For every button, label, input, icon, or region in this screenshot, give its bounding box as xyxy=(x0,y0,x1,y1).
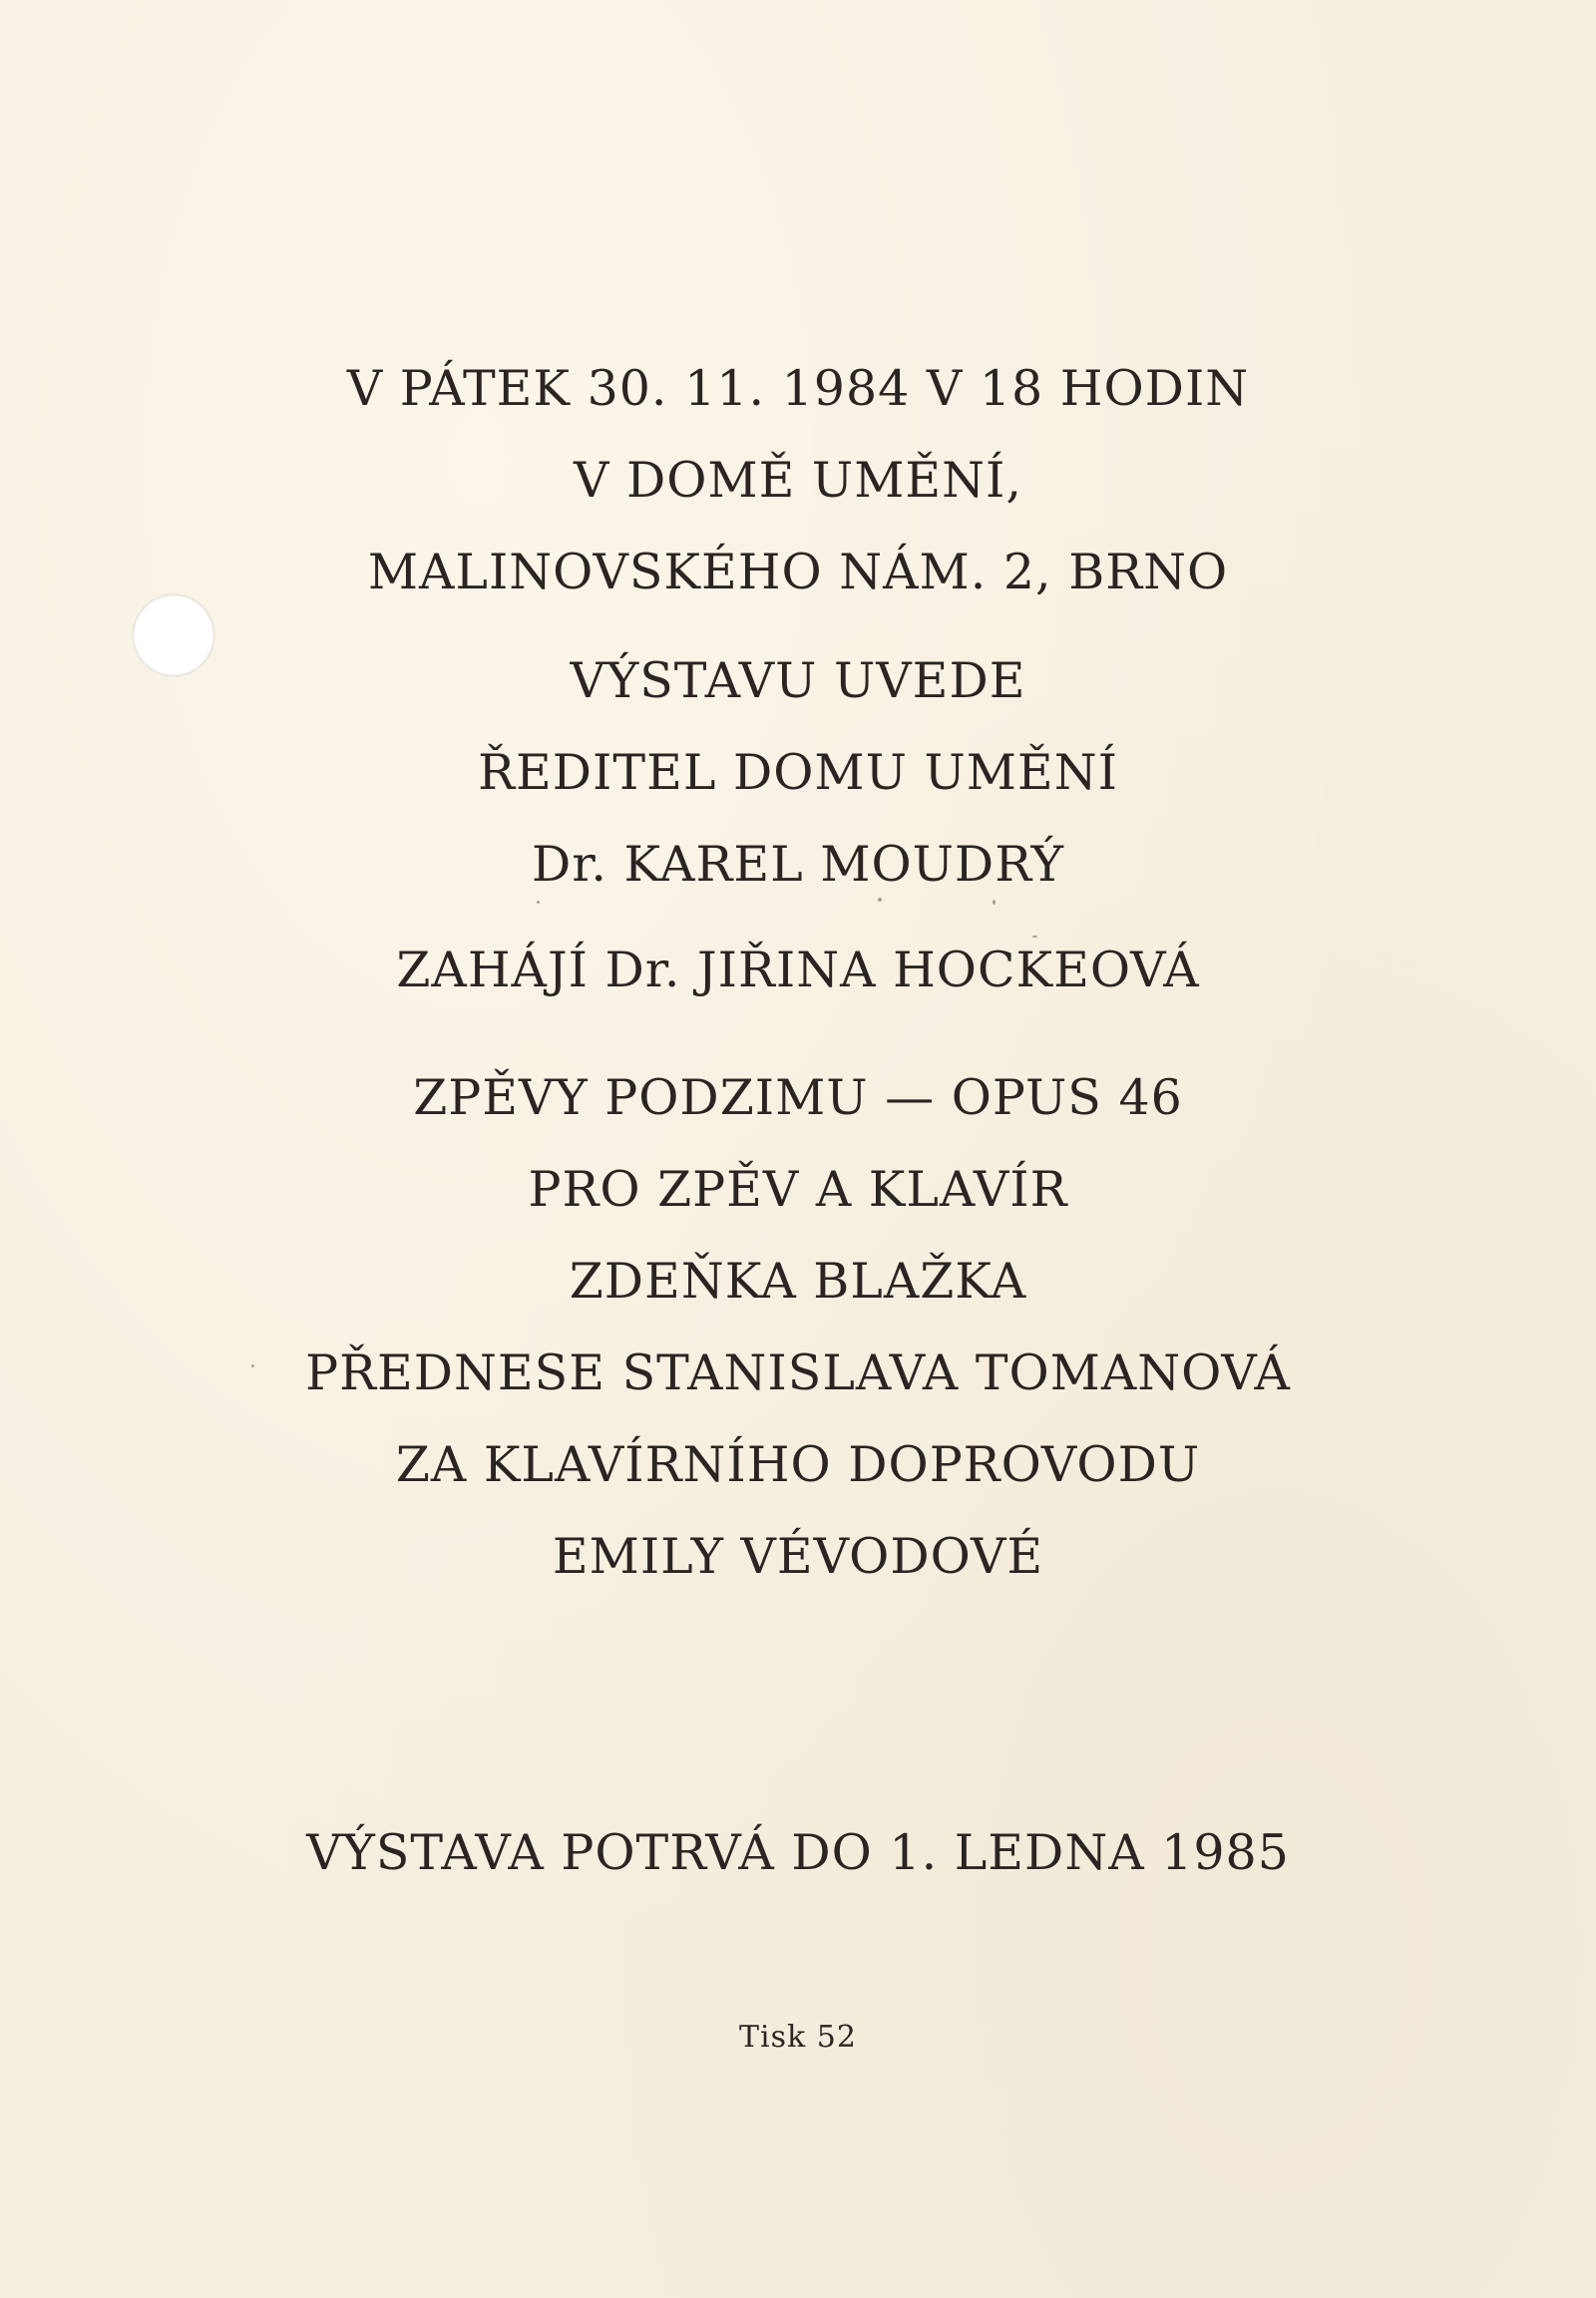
event-time-place xyxy=(0,343,1596,618)
performance-line-1: ZPĚVY PODZIMU — OPUS 46 xyxy=(413,1069,1183,1126)
introduction-line-3: Dr. KAREL MOUDRÝ xyxy=(532,836,1064,893)
performance-line-2: PRO ZPĚV A KLAVÍR xyxy=(528,1161,1068,1218)
opener-line: ZAHÁJÍ Dr. JIŘINA HOCKEOVÁ xyxy=(396,942,1200,998)
venue-line: V DOMĚ UMĚNÍ, xyxy=(574,452,1022,509)
introduction-line-2: ŘEDITEL DOMU UMĚNÍ xyxy=(478,744,1118,801)
performance-line-5: ZA KLAVÍRNÍHO DOPROVODU xyxy=(395,1436,1201,1493)
exhibition-introduction xyxy=(0,635,1596,911)
address-line: MALINOVSKÉHO NÁM. 2, BRNO xyxy=(367,544,1229,600)
exhibition-opener xyxy=(0,925,1596,1016)
performance-line-4: PŘEDNESE STANISLAVA TOMANOVÁ xyxy=(305,1344,1291,1401)
musical-performance xyxy=(0,1052,1596,1603)
event-date-line: V PÁTEK 30. 11. 1984 V 18 HODIN xyxy=(346,360,1250,417)
introduction-line-1: VÝSTAVU UVEDE xyxy=(570,652,1026,709)
print-mark: Tisk 52 xyxy=(739,2020,857,2055)
exhibition-duration xyxy=(0,1807,1596,1899)
performance-line-6: EMILY VÉVODOVÉ xyxy=(552,1528,1044,1585)
performance-line-3: ZDEŇKA BLAŽKA xyxy=(569,1253,1027,1310)
duration-line: VÝSTAVA POTRVÁ DO 1. LEDNA 1985 xyxy=(306,1824,1290,1881)
